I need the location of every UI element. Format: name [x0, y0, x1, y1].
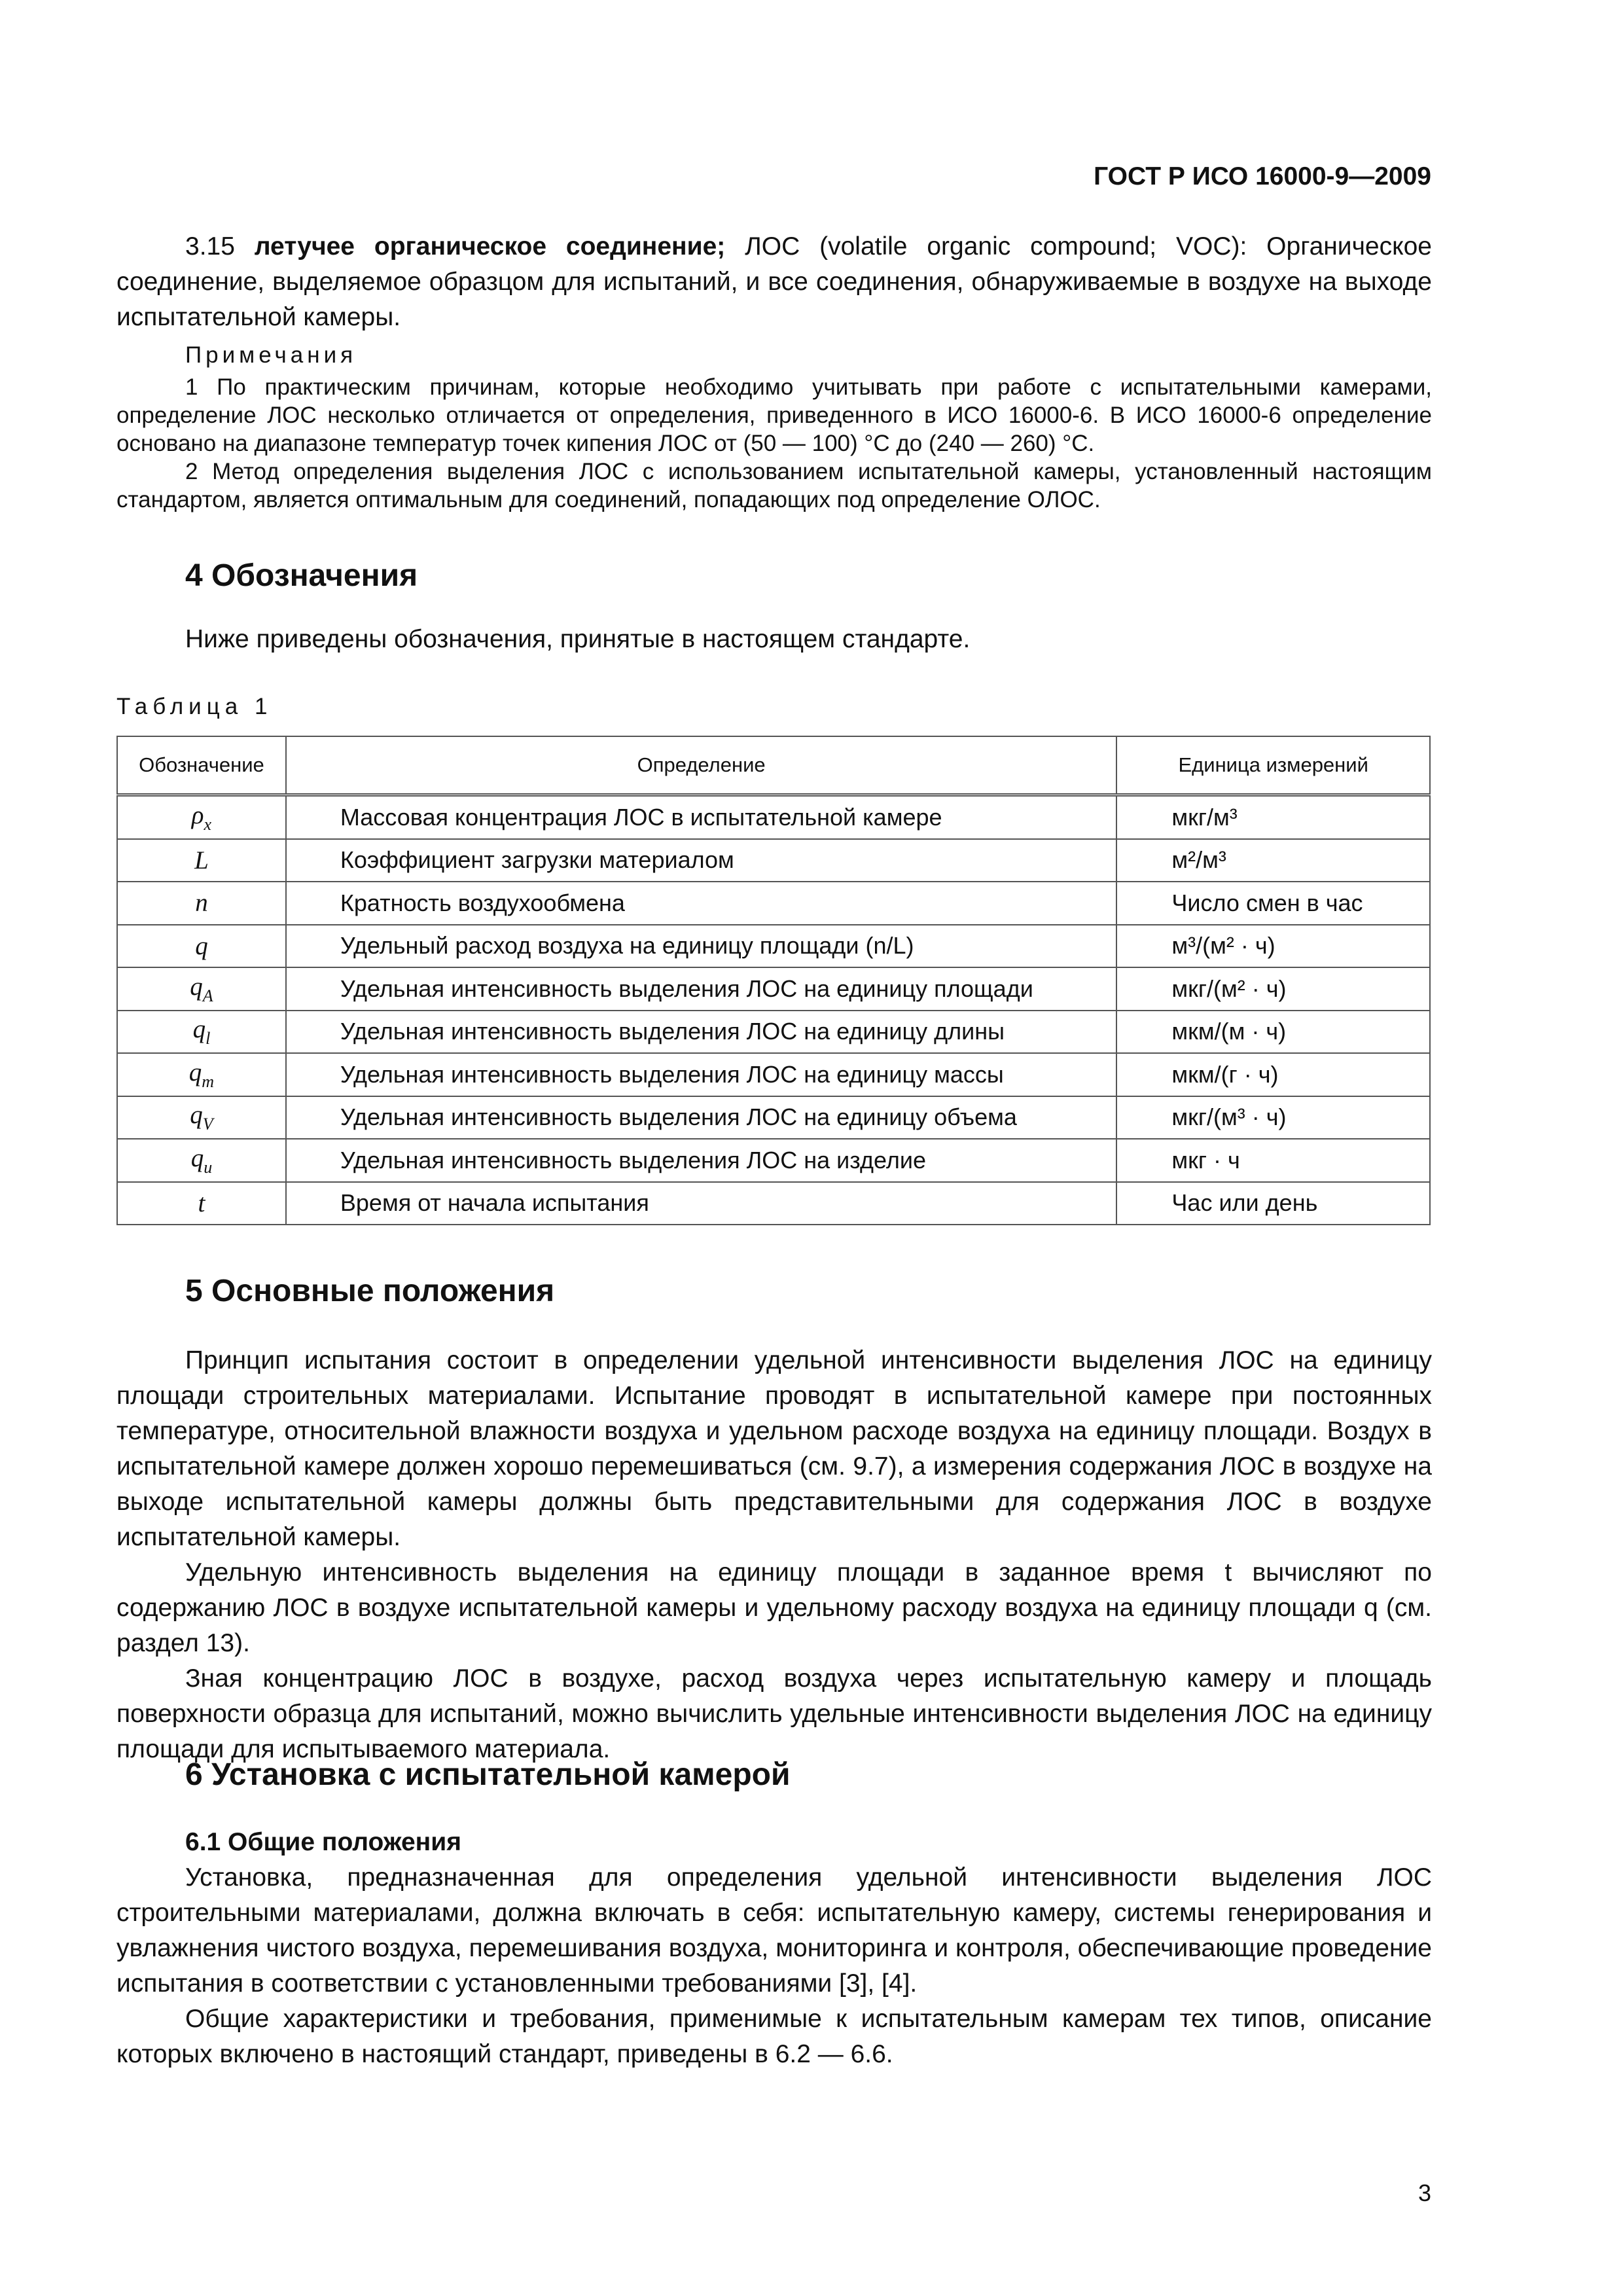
symbol-subscript: x	[204, 814, 212, 834]
definition-cell: Время от начала испытания	[286, 1182, 1117, 1225]
definition-cell: Кратность воздухообмена	[286, 882, 1117, 925]
table-row	[117, 795, 1430, 839]
table-row	[117, 1096, 1430, 1139]
table-row	[117, 1182, 1430, 1225]
unit-cell: мкм/(г · ч)	[1116, 1053, 1430, 1096]
symbol-letter: L	[194, 846, 209, 874]
column-header-symbol: Обозначение	[117, 736, 286, 795]
unit-cell: мкг/(м³ · ч)	[1116, 1096, 1430, 1139]
definition-cell: Удельная интенсивность выделения ЛОС на единицу объема	[286, 1096, 1117, 1139]
symbol-letter: q	[190, 972, 203, 1001]
symbol-letter: q	[190, 1101, 203, 1130]
symbol-subscript: m	[202, 1071, 215, 1091]
section-6-title: 6 Установка с испытательной камерой	[185, 1757, 791, 1792]
table-row	[117, 967, 1430, 1011]
unit-cell: мкм/(м · ч)	[1116, 1011, 1430, 1054]
definition-cell: Коэффициент загрузки материалом	[286, 839, 1117, 882]
column-header-unit: Единица измерений	[1116, 736, 1430, 795]
notes-block	[116, 373, 1432, 514]
symbol-letter: q	[188, 1058, 202, 1086]
symbol-subscript: u	[204, 1157, 213, 1177]
symbol-subscript: V	[202, 1115, 213, 1134]
definition-term: летучее органическое соединение;	[254, 232, 726, 260]
unit-cell: м²/м³	[1116, 839, 1430, 882]
unit-cell: Час или день	[1116, 1182, 1430, 1225]
symbol-letter: t	[198, 1189, 205, 1217]
section-5-title: 5 Основные положения	[185, 1274, 555, 1308]
table-row	[117, 1011, 1430, 1054]
standard-id-header: ГОСТ Р ИСО 16000-9—2009	[1094, 162, 1431, 190]
column-header-definition: Определение	[286, 736, 1117, 795]
definition-3-15	[116, 229, 1432, 335]
symbols-table	[116, 736, 1431, 1225]
table-caption: Таблица 1	[116, 694, 273, 719]
unit-cell: мкг/(м² · ч)	[1116, 967, 1430, 1011]
unit-cell: мкг · ч	[1116, 1139, 1430, 1182]
definition-number: 3.15	[185, 232, 235, 260]
section-6-body	[116, 1825, 1432, 2072]
table-header-row	[117, 736, 1430, 795]
table-row	[117, 1053, 1430, 1096]
section-5-paragraph-1: Принцип испытания состоит в определении удельной интенсивности выделения ЛОС на единицу площади строительных материалами. Испытание проводят в испытательной камере при постоянных температуре, относительной влажности воздуха и удельном расходе воздуха на единицу площади. Воздух в испытательной камере должен хорошо перемешиваться (см. 9.7), а измерения содержания ЛОС в воздухе на выходе испытательной камеры должны быть представительными для содержания ЛОС в воздухе испытательной камеры.	[116, 1346, 1432, 1551]
symbol-cell	[117, 1139, 286, 1182]
table-row	[117, 1139, 1430, 1182]
section-4-title: 4 Обозначения	[185, 558, 418, 593]
table-row	[117, 925, 1430, 968]
section-5-body	[116, 1343, 1432, 1767]
definition-cell: Удельный расход воздуха на единицу площади (n/L)	[286, 925, 1117, 968]
notes-heading: Примечания	[185, 342, 357, 368]
section-5-paragraph-3: Зная концентрацию ЛОС в воздухе, расход воздуха через испытательную камеру и площадь поверхности образца для испытаний, можно вычислить удельные интенсивности выделения ЛОС на единицу площади для испытываемого материала.	[116, 1664, 1432, 1763]
table-row	[117, 882, 1430, 925]
symbol-letter: q	[192, 1015, 206, 1044]
definition-cell: Удельная интенсивность выделения ЛОС на единицу длины	[286, 1011, 1117, 1054]
section-4-intro: Ниже приведены обозначения, принятые в настоящем стандарте.	[185, 625, 971, 653]
symbol-cell	[117, 1096, 286, 1139]
symbol-cell	[117, 925, 286, 968]
section-5-paragraph-2: Удельную интенсивность выделения на единицу площади в заданное время t вычисляют по содержанию ЛОС в воздухе испытательной камеры и удельному расходу воздуха на единицу площади q (см. раздел 13).	[116, 1558, 1432, 1657]
symbol-cell	[117, 1053, 286, 1096]
unit-cell: мкг/м³	[1116, 795, 1430, 839]
definition-cell: Удельная интенсивность выделения ЛОС на единицу площади	[286, 967, 1117, 1011]
note-1: 1 По практическим причинам, которые необходимо учитывать при работе с испытательными камерами, определение ЛОС несколько отличается от определения, приведенного в ИСО 16000-6. В ИСО 16000-6 определение основано на диапазоне температур точек кипения ЛОС от (50 — 100) °С до (240 — 260) °С.	[116, 374, 1432, 456]
unit-cell: Число смен в час	[1116, 882, 1430, 925]
symbol-letter: q	[190, 1143, 204, 1172]
symbol-letter: ρ	[191, 800, 204, 829]
symbol-letter: q	[195, 931, 208, 960]
symbol-subscript: l	[205, 1029, 211, 1049]
table-row	[117, 839, 1430, 882]
definition-text: ЛОС (volatile organic compound; VOC): Органическое соединение, выделяемое образцом для испытаний, и все соединения, обнаруживаемые в воздухе на выходе испытательной камеры.	[116, 232, 1432, 331]
definition-cell: Удельная интенсивность выделения ЛОС на изделие	[286, 1139, 1117, 1182]
unit-cell: м³/(м² · ч)	[1116, 925, 1430, 968]
symbol-letter: n	[195, 889, 208, 918]
section-6-paragraph-2: Общие характеристики и требования, применимые к испытательным камерам тех типов, описание которых включено в настоящий стандарт, приведены в 6.2 — 6.6.	[116, 2005, 1432, 2068]
symbol-cell	[117, 1011, 286, 1054]
symbol-cell	[117, 967, 286, 1011]
page-number: 3	[1418, 2179, 1431, 2206]
symbol-cell	[117, 1182, 286, 1225]
symbol-subscript: A	[202, 986, 213, 1005]
symbol-cell	[117, 795, 286, 839]
symbol-cell	[117, 882, 286, 925]
definition-cell: Удельная интенсивность выделения ЛОС на единицу массы	[286, 1053, 1117, 1096]
subsection-6-1-title: 6.1 Общие положения	[185, 1828, 461, 1856]
symbol-cell	[117, 839, 286, 882]
note-2: 2 Метод определения выделения ЛОС с использованием испытательной камеры, установленный настоящим стандартом, является оптимальным для соединений, попадающих под определение ОЛОС.	[116, 459, 1432, 512]
definition-cell: Массовая концентрация ЛОС в испытательной камере	[286, 795, 1117, 839]
section-6-paragraph-1: Установка, предназначенная для определения удельной интенсивности выделения ЛОС строительными материалами, должна включать в себя: испытательную камеру, системы генерирования и увлажнения чистого воздуха, перемешивания воздуха, мониторинга и контроля, обеспечивающие проведение испытания в соответствии с установленными требованиями [3], [4].	[116, 1863, 1432, 1998]
